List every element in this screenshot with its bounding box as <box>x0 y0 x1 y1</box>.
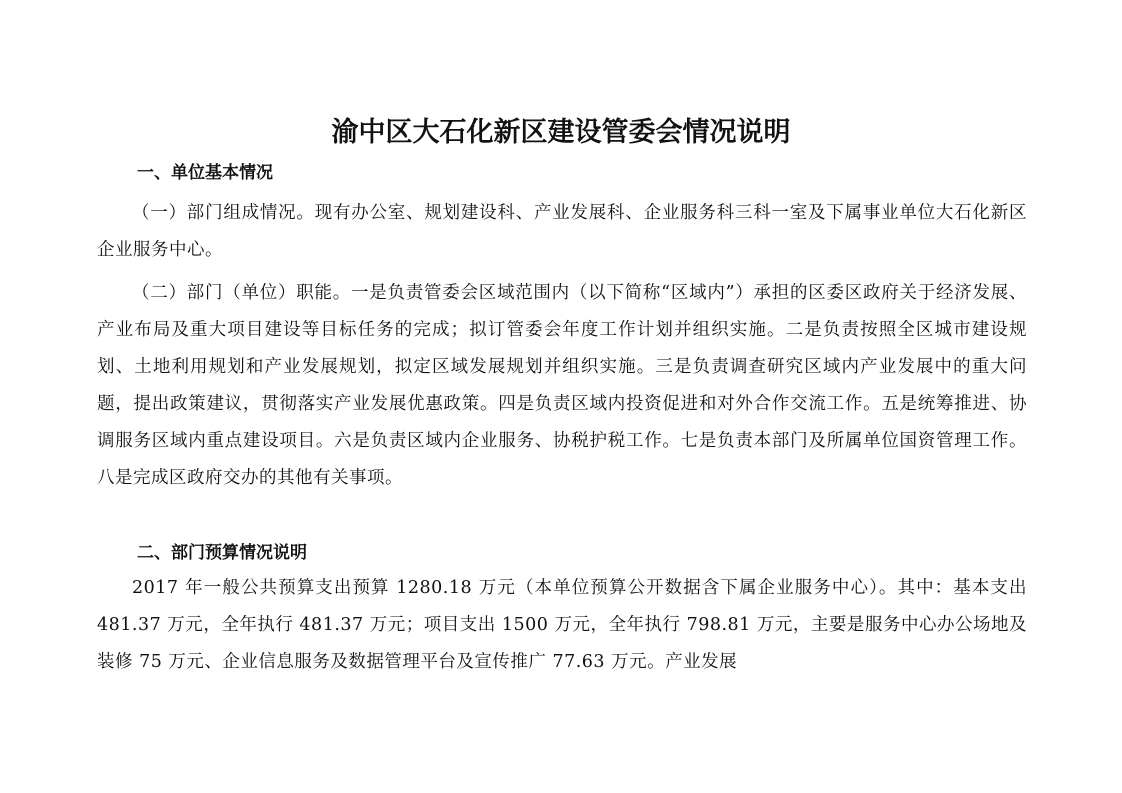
section-heading-basic-info: 一、单位基本情况 <box>137 163 273 183</box>
document-title: 渝中区大石化新区建设管委会情况说明 <box>331 117 791 148</box>
paragraph-budget-details: 2017 年一般公共预算支出预算 1280.18 万元（本单位预算公开数据含下属企业服务中心）。其中：基本支出 481.37 万元，全年执行 481.37 万元；项目支出 1500 万元，全年执行 798.81 万元，主要是服务中心办公场地及装修 75 万元、企业信息服务及数据管理平台及宣传推广 77.63 万元。产业发展 <box>97 578 1027 672</box>
paragraph-department-functions: （二）部门（单位）职能。一是负责管委会区域范围内（以下简称“区域内”）承担的区委区政府关于经济发展、产业布局及重大项目建设等目标任务的完成；拟订管委会年度工作计划并组织实施。二是负责按照全区城市建设规划、土地利用规划和产业发展规划，拟定区域发展规划并组织实施。三是负责调查研究区域内产业发展中的重大问题，提出政策建议，贯彻落实产业发展优惠政策。四是负责区域内投资促进和对外合作交流工作。五是统筹推进、协调服务区域内重点建设项目。六是负责区域内企业服务、协税护税工作。七是负责本部门及所属单位国资管理工作。八是完成区政府交办的其他有关事项。 <box>97 283 1027 488</box>
section-heading-budget: 二、部门预算情况说明 <box>137 543 307 563</box>
paragraph-department-composition: （一）部门组成情况。现有办公室、规划建设科、产业发展科、企业服务科三科一室及下属事业单位大石化新区企业服务中心。 <box>97 203 1027 260</box>
